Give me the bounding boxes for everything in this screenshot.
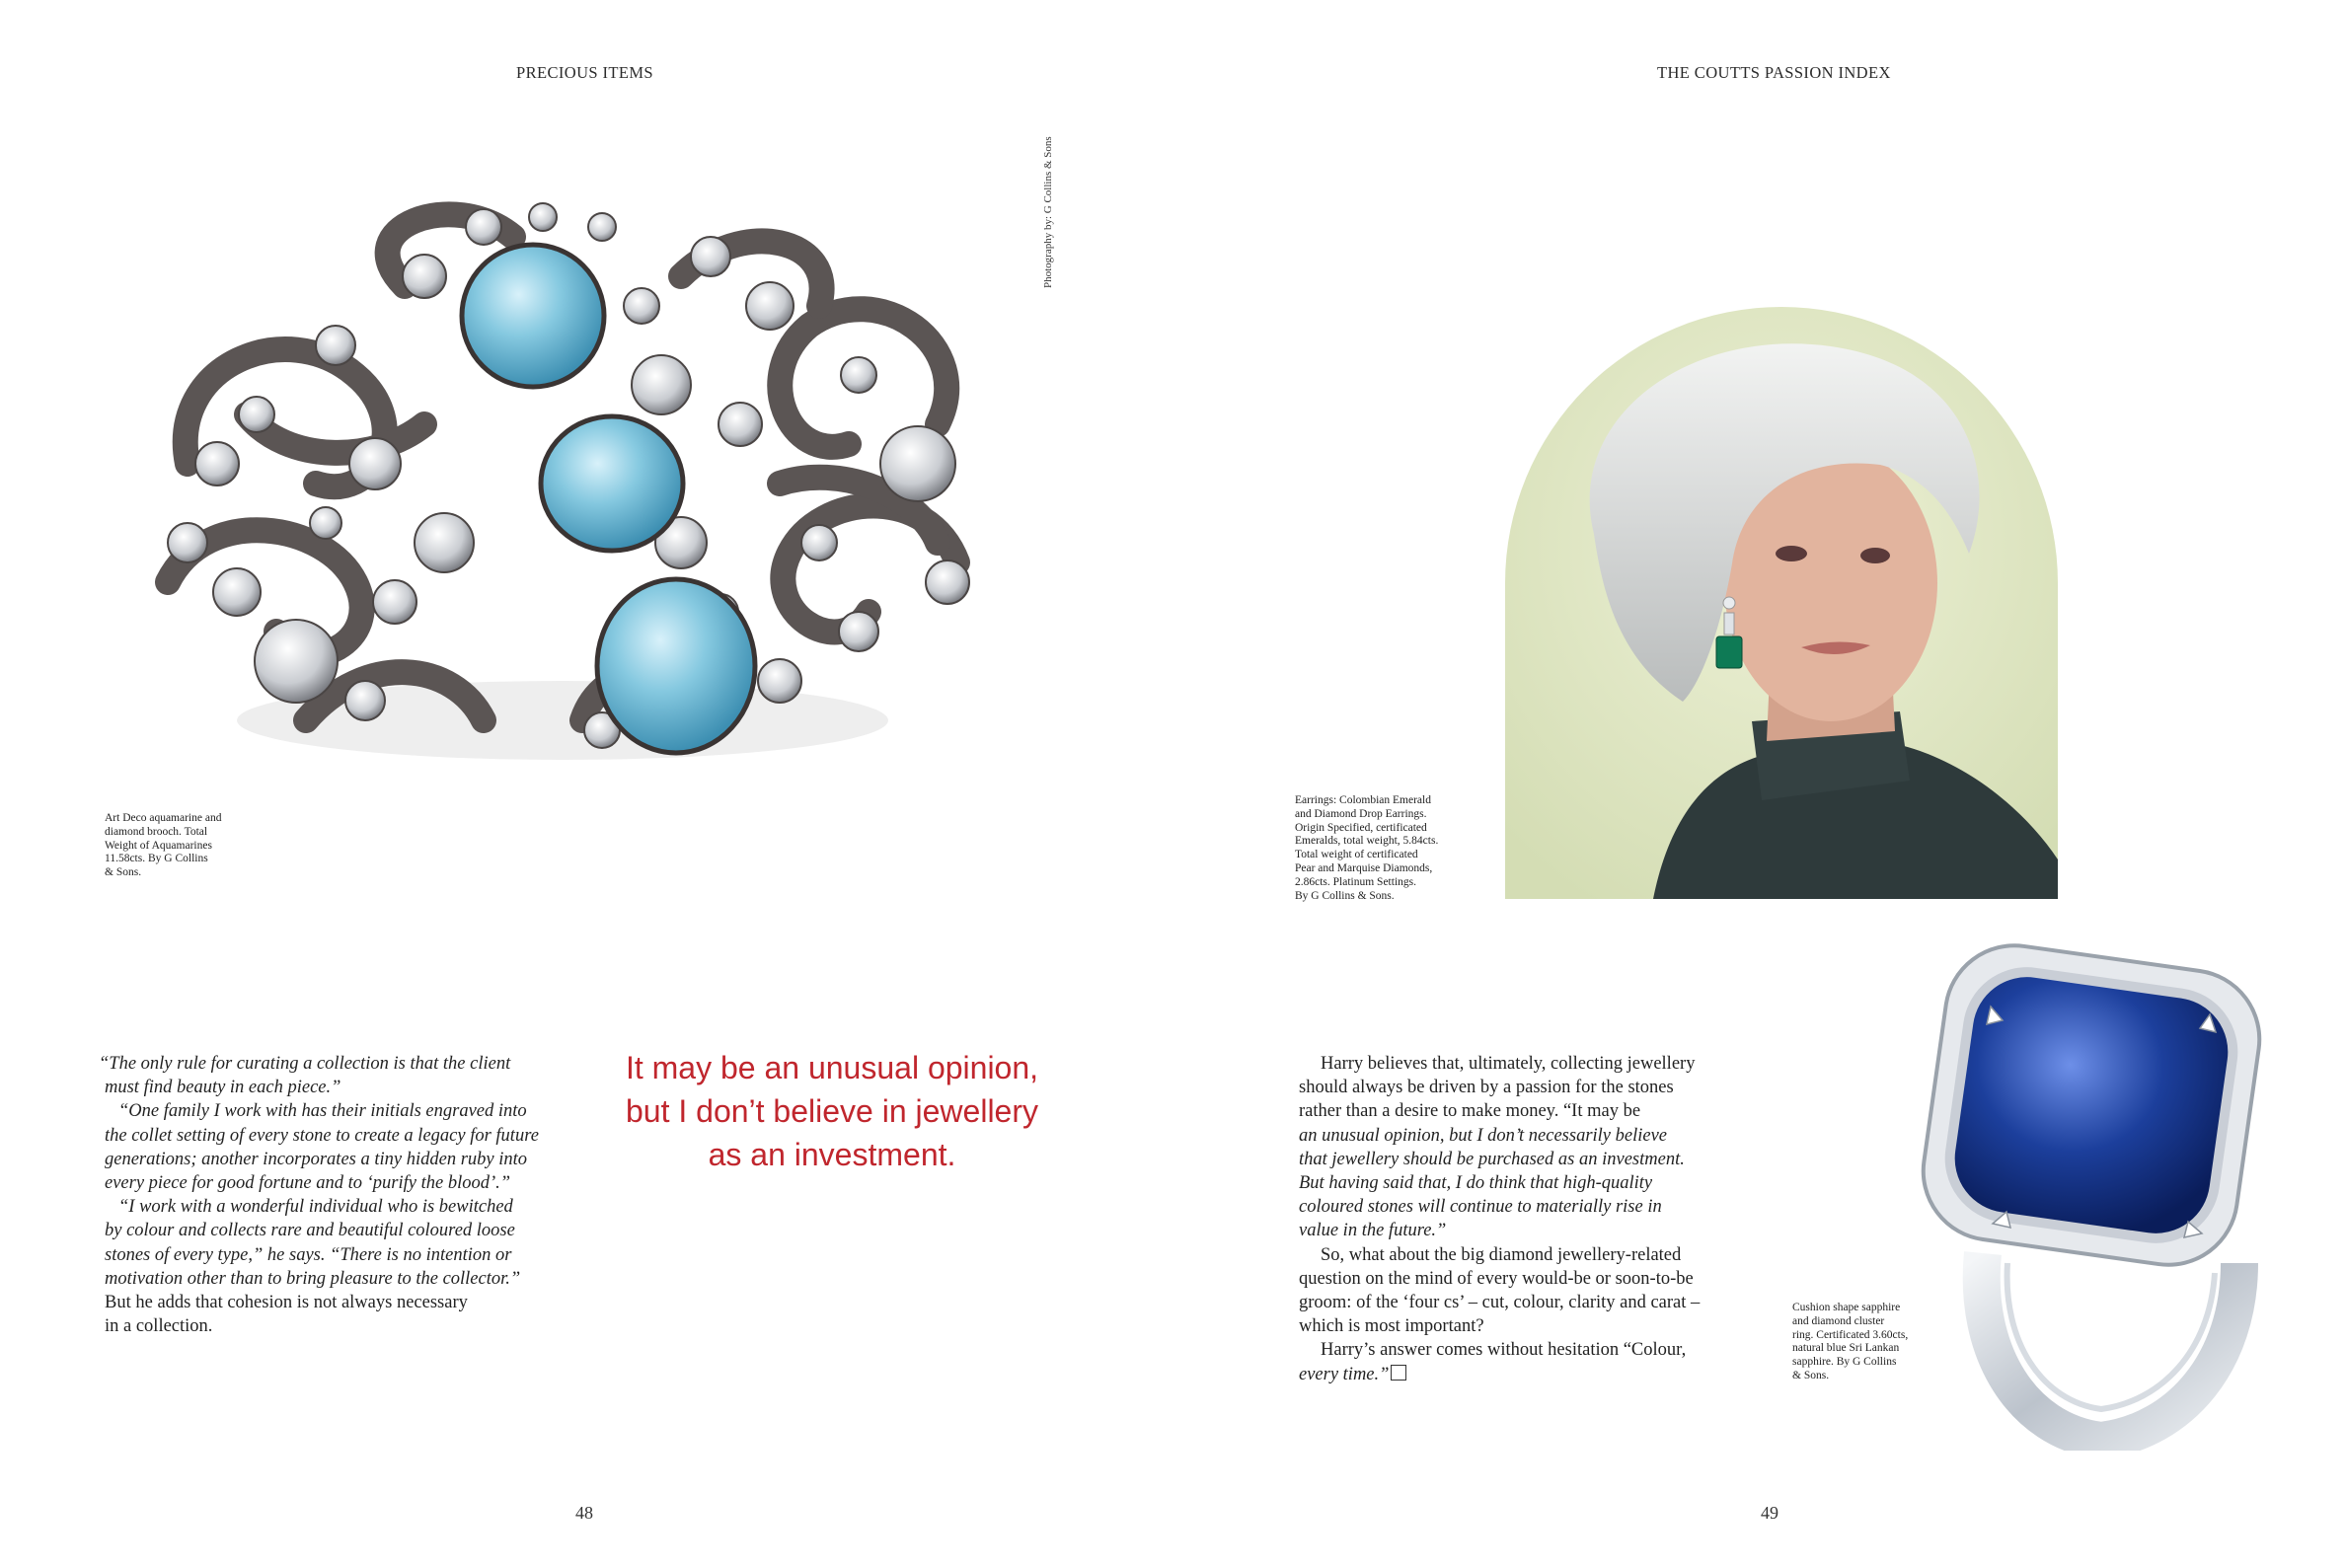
caption-line: & Sons. [1792,1369,1830,1381]
body-line: the collet setting of every stone to create a legacy for future [105,1125,539,1146]
brooch-caption [105,812,221,880]
body-line: by colour and collects rare and beautiful coloured loose [105,1221,515,1241]
caption-line: Earrings: Colombian Emerald [1295,794,1431,806]
body-line: every time.” [1299,1364,1390,1384]
body-line: rather than a desire to make money. “It may be [1299,1101,1641,1122]
left-body-text [99,1052,572,1338]
sapphire-ring-image [1914,937,2269,1451]
body-line: Harry believes that, ultimately, collecting jewellery [1321,1054,1696,1074]
portrait-photo [1505,307,2058,899]
caption-line: diamond brooch. Total [105,825,208,838]
body-line: But he adds that cohesion is not always necessary [105,1293,468,1313]
end-of-article-icon [1391,1365,1406,1381]
caption-line: 11.58cts. By G Collins [105,853,208,865]
caption-line: Origin Specified, certificated [1295,821,1427,834]
body-line: stones of every type,” he says. “There is no intention or [105,1244,512,1265]
caption-line: By G Collins & Sons. [1295,889,1395,902]
pull-quote [600,1046,1064,1176]
body-line-final [1299,1363,1763,1386]
page-number-right: 49 [1761,1503,1778,1523]
aquamarine-brooch-image [128,168,1017,799]
caption-line: Cushion shape sapphire [1792,1302,1901,1313]
body-line: Harry’s answer comes without hesitation “Colour, [1321,1340,1687,1361]
body-line: should always be driven by a passion for the stones [1299,1078,1674,1098]
body-line: But having said that, I do think that high-quality [1299,1173,1653,1194]
caption-line: and diamond cluster [1792,1314,1885,1327]
pull-quote-line: but I don’t believe in jewellery [625,1093,1038,1129]
earrings-caption [1295,794,1438,903]
body-line: “The only rule for curating a collection is that the client [99,1054,511,1074]
caption-line: Pear and Marquise Diamonds, [1295,861,1433,874]
caption-line: natural blue Sri Lankan [1792,1342,1900,1355]
photo-credit: Photography by: G Collins & Sons [1042,136,1054,288]
caption-line: Art Deco aquamarine and [105,812,222,824]
running-head-left: PRECIOUS ITEMS [516,63,653,82]
right-page [1173,0,2346,1568]
caption-line: Emeralds, total weight, 5.84cts. [1295,835,1439,848]
body-line: coloured stones will continue to materially rise in [1299,1197,1662,1218]
body-line: “One family I work with has their initials engraved into [118,1101,527,1122]
body-line: which is most important? [1299,1316,1484,1337]
caption-line: & Sons. [105,866,142,879]
caption-line: and Diamond Drop Earrings. [1295,807,1427,820]
right-body-text [1299,1052,1763,1386]
body-line: groom: of the ‘four cs’ – cut, colour, clarity and carat – [1299,1293,1701,1313]
caption-line: ring. Certificated 3.60cts, [1792,1328,1909,1341]
body-line: value in the future.” [1299,1221,1447,1241]
body-line: “I work with a wonderful individual who is bewitched [118,1197,513,1218]
body-line: an unusual opinion, but I don’t necessarily believe [1299,1125,1668,1146]
caption-line: 2.86cts. Platinum Settings. [1295,875,1416,888]
running-head-right: THE COUTTS PASSION INDEX [1657,63,1891,82]
pull-quote-line: as an investment. [708,1137,956,1172]
body-line: that jewellery should be purchased as an investment. [1299,1149,1685,1169]
body-line: in a collection. [105,1316,213,1337]
body-line: motivation other than to bring pleasure to the collector.” [105,1268,521,1289]
body-line: question on the mind of every would-be or soon-to-be [1299,1268,1694,1289]
caption-line: Total weight of certificated [1295,849,1418,861]
page-number-left: 48 [575,1503,593,1523]
pull-quote-line: It may be an unusual opinion, [625,1050,1039,1085]
caption-line: Weight of Aquamarines [105,839,212,852]
body-line: must find beauty in each piece.” [105,1078,341,1098]
body-line: generations; another incorporates a tiny hidden ruby into [105,1149,528,1169]
caption-line: sapphire. By G Collins [1792,1356,1897,1369]
ring-caption [1792,1302,1908,1383]
body-line: every piece for good fortune and to ‘purify the blood’.” [105,1173,511,1194]
body-line: So, what about the big diamond jewellery-related [1321,1244,1682,1265]
